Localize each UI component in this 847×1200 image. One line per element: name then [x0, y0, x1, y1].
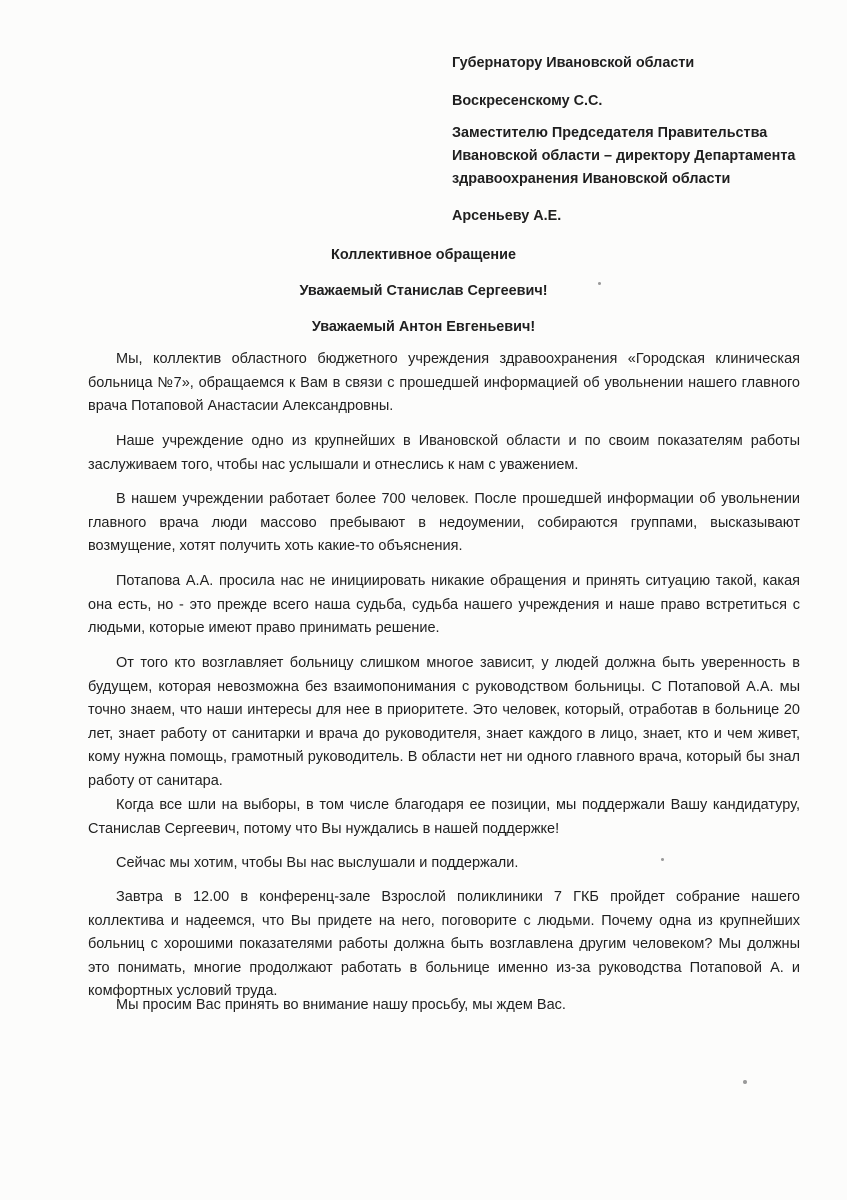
salutation-governor: Уважаемый Станислав Сергеевич!: [299, 283, 548, 299]
scan-speck: [743, 1080, 747, 1084]
paragraph-5: От того кто возглавляет больницу слишком многое зависит, у людей должна быть уверенность в будущем, которая невозможна без взаимопонимания с руководством больницы. С Потаповой А.А. мы точно знаем, что наши интересы для нее в приоритете. Это человек, который, отработав в больнице 20 лет, знает работу от санитарки и врача до руководителя, знает каждого в лицо, знает, кто и чем живет, кому нужна помощь, грамотный руководитель. В области нет ни одного главного врача, который бы знал работу от санитара.: [88, 655, 800, 789]
addressee-governor-title: Губернатору Ивановской области: [452, 55, 695, 71]
addressee-governor-name: Воскресенскому С.С.: [452, 93, 603, 109]
paragraph-4: Потапова А.А. просила нас не инициировать никакие обращения и принять ситуацию такой, какая она есть, но - это прежде всего наша судьба, судьба нашего учреждения и наше право встретиться с людьми, которые имеют право принимать решение.: [88, 573, 800, 636]
paragraph-2: Наше учреждение одно из крупнейших в Ивановской области и по своим показателям работы заслуживаем того, чтобы нас услышали и отнеслись к нам с уважением.: [88, 433, 800, 473]
paragraph-7: Сейчас мы хотим, чтобы Вы нас выслушали и поддержали.: [116, 855, 519, 871]
letter-heading: Коллективное обращение: [331, 247, 516, 263]
salutation-deputy: Уважаемый Антон Евгеньевич!: [311, 319, 536, 335]
paragraph-1: Мы, коллектив областного бюджетного учреждения здравоохранения «Городская клиническая больница №7», обращаемся к Вам в связи с прошедшей информацией об увольнении нашего главного врача Потаповой Анастасии Александровны.: [88, 351, 800, 414]
paragraph-3: В нашем учреждении работает более 700 человек. После прошедшей информации об увольнении главного врача люди массово пребывают в недоумении, собираются группами, высказывают возмущение, хотят получить хоть какие-то объяснения.: [88, 491, 800, 554]
scan-speck: [661, 858, 664, 861]
paragraph-8: Завтра в 12.00 в конференц-зале Взрослой поликлиники 7 ГКБ пройдет собрание нашего коллектива и надеемся, что Вы придете на него, поговорите с людьми. Почему одна из крупнейших больниц с хорошими показателями работы должна быть возглавлена другим человеком? Мы должны это понимать, многие продолжают работать в больнице именно из-за руководства Потаповой А. и комфортных условий труда.: [88, 889, 800, 999]
addressee-deputy-title: Заместителю Председателя Правительства Ивановской области – директору Департамента здравоохранения Ивановской области: [452, 125, 796, 187]
addressee-deputy-name: Арсеньеву А.Е.: [452, 208, 562, 224]
paragraph-6: Когда все шли на выборы, в том числе благодаря ее позиции, мы поддержали Вашу кандидатуру, Станислав Сергеевич, потому что Вы нуждались в нашей поддержке!: [88, 797, 800, 837]
paragraph-9: Мы просим Вас принять во внимание нашу просьбу, мы ждем Вас.: [116, 997, 566, 1013]
scan-speck: [598, 282, 601, 285]
